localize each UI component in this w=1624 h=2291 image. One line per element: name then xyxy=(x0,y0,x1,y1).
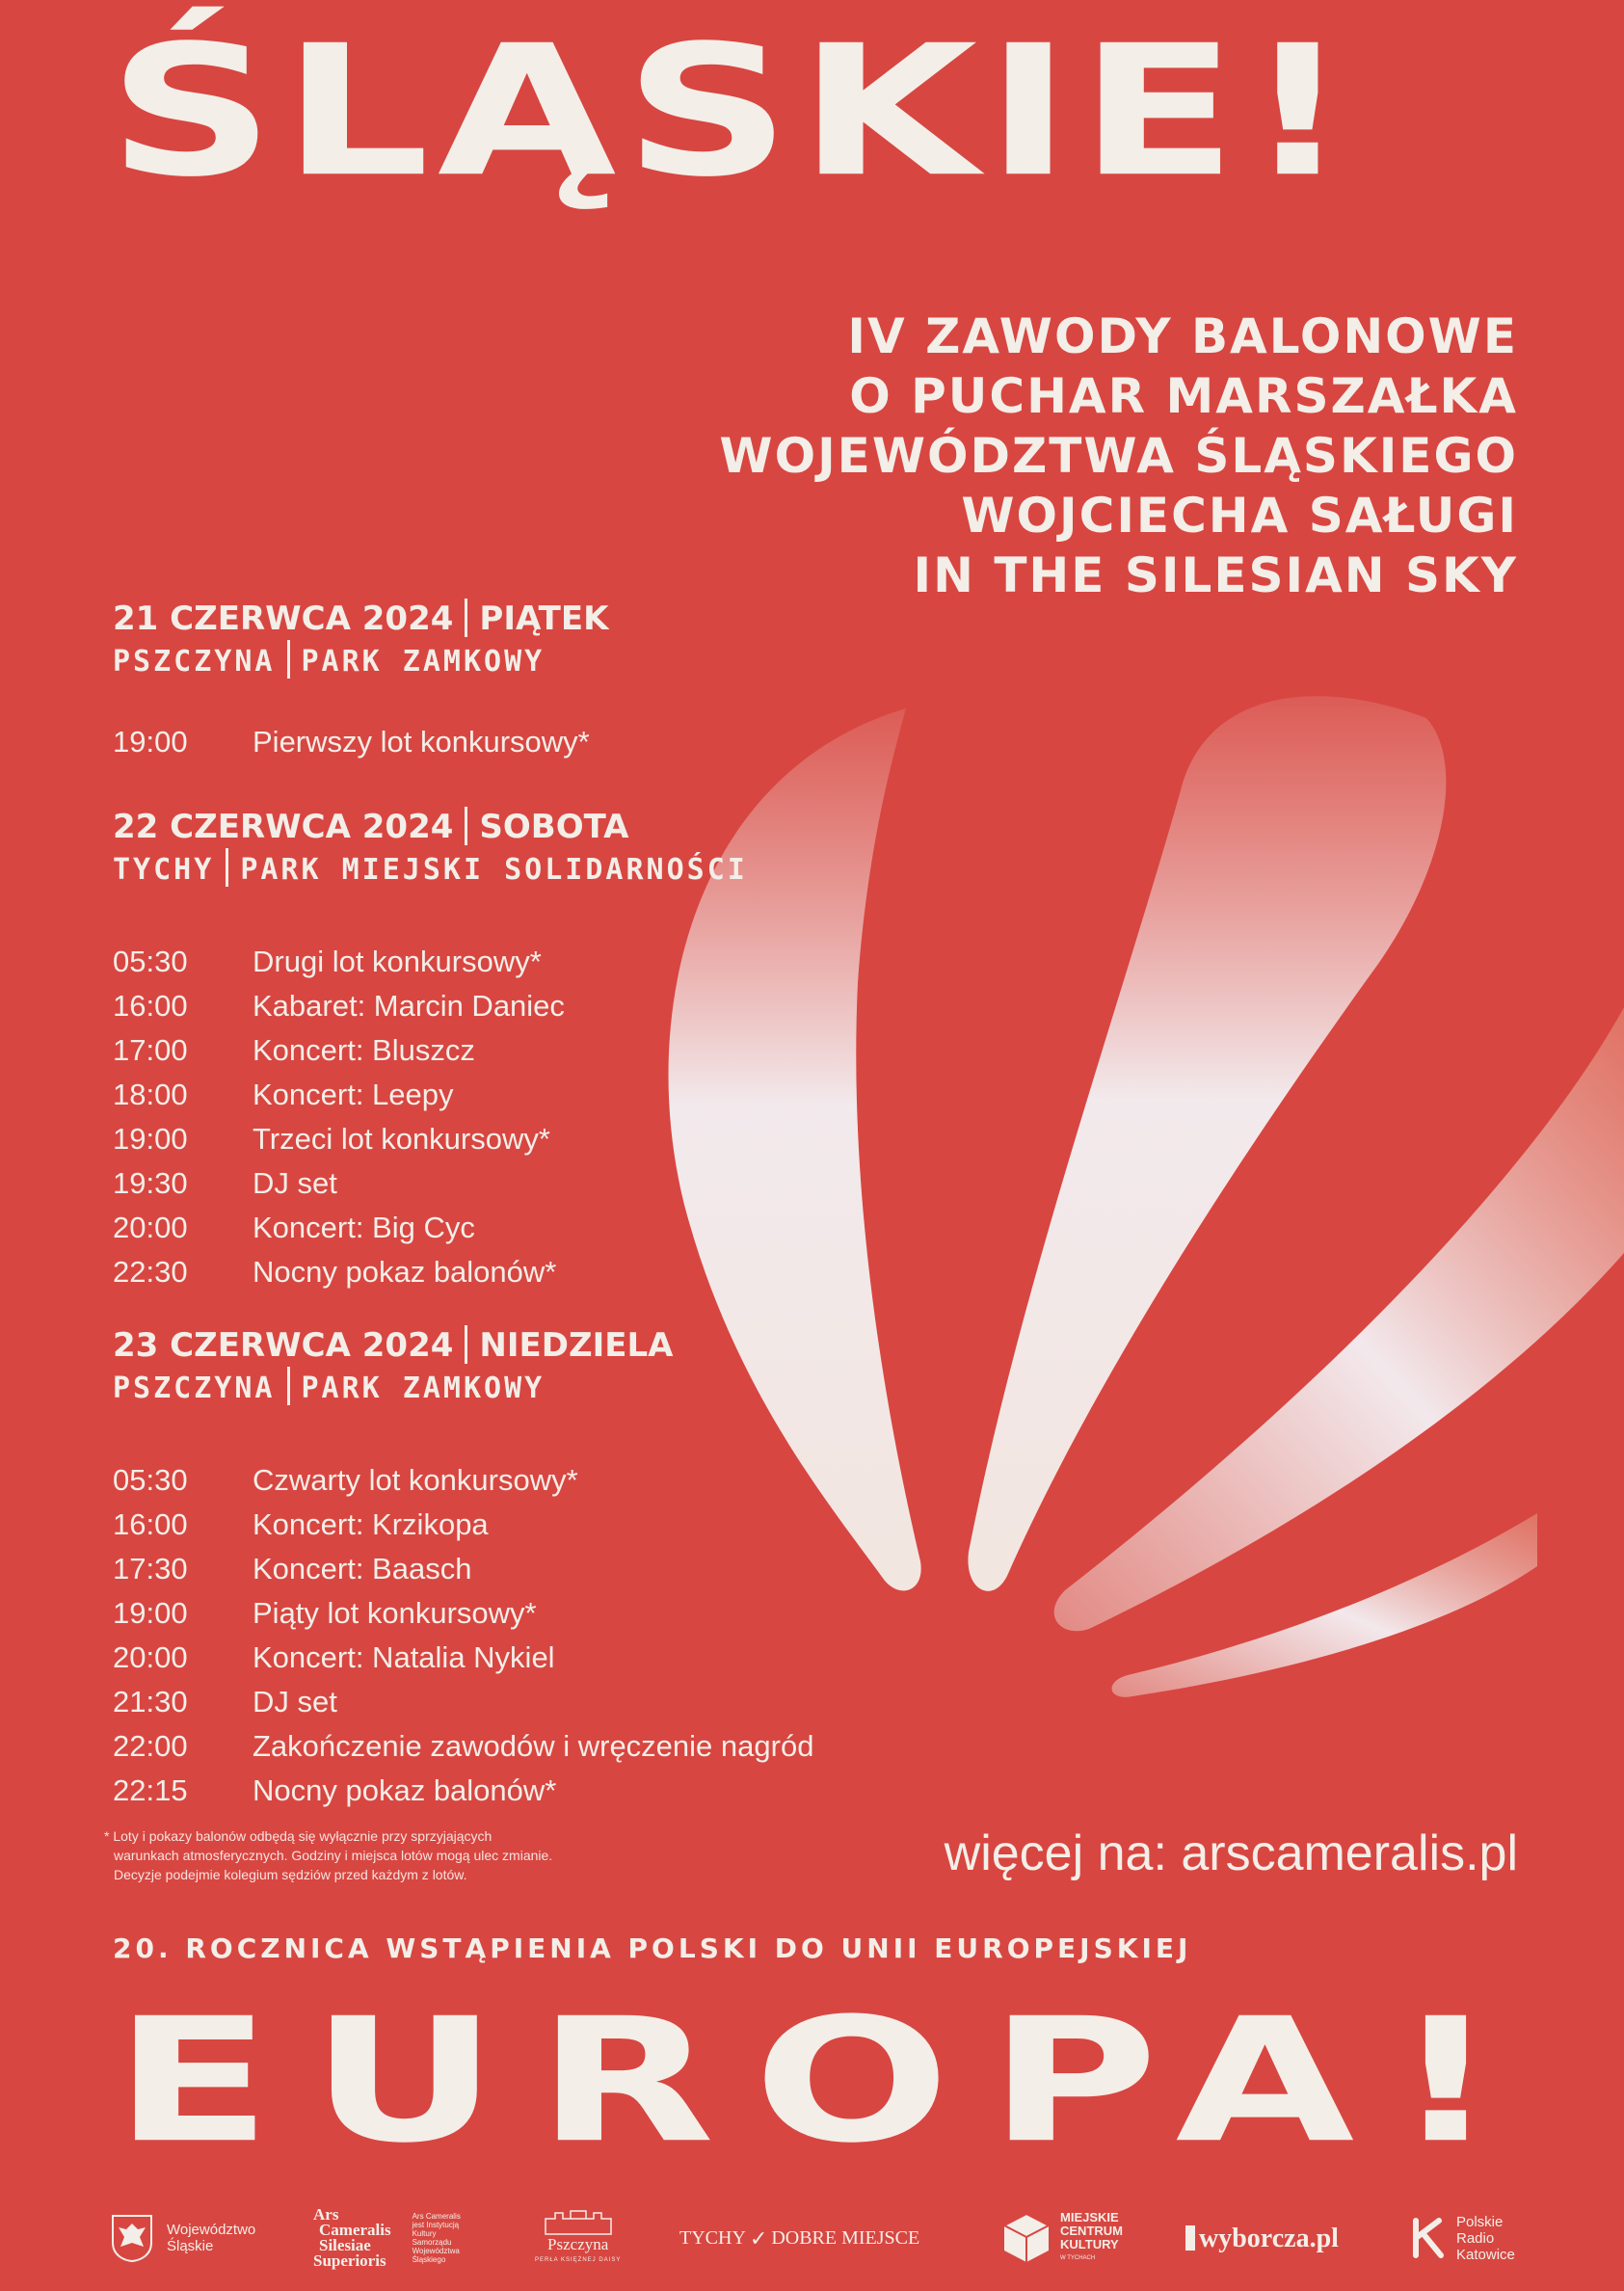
subtitle-line: O PUCHAR MARSZAŁKA xyxy=(849,368,1518,424)
item-time: 22:00 xyxy=(113,1729,188,1763)
schedule-item xyxy=(113,1458,813,1503)
anniversary-banner: 20. ROCZNICA WSTĄPIENIA POLSKI DO UNII EUROPEJSKIEJ xyxy=(113,1932,1192,1964)
day-header xyxy=(113,1324,813,1367)
logo-text: KULTURY xyxy=(1060,2237,1119,2251)
schedule-item xyxy=(113,1724,813,1769)
item-time: 20:00 xyxy=(113,1640,188,1674)
logo-wojewodztwo xyxy=(111,2199,255,2277)
item-event: Nocny pokaz balonów* xyxy=(253,1255,557,1289)
schedule-item xyxy=(113,1769,813,1813)
day-header xyxy=(113,598,608,640)
day-2-schedule xyxy=(113,806,748,1294)
logo-mck xyxy=(1002,2199,1123,2277)
logo-text: TYCHY xyxy=(679,2226,746,2249)
logo-pszczyna xyxy=(535,2199,621,2277)
sponsor-logos xyxy=(111,2199,1528,2277)
day-place: PARK ZAMKOWY xyxy=(301,645,546,679)
logo-text: Województwo xyxy=(167,2222,256,2238)
day-3-schedule xyxy=(113,1324,813,1813)
item-time: 18:00 xyxy=(113,1078,188,1111)
schedule-item xyxy=(113,1680,813,1724)
item-event: Piąty lot konkursowy* xyxy=(253,1596,537,1630)
check-icon: ✓ xyxy=(749,2225,768,2251)
logo-text: jest Instytucją xyxy=(412,2221,460,2229)
footnote-line: Decyzje podejmie kolegium sędziów przed każdym z lotów. xyxy=(114,1867,467,1882)
day-date: 23 CZERWCA 2024 xyxy=(113,1326,454,1365)
divider xyxy=(465,1325,467,1364)
day-location xyxy=(113,848,748,892)
schedule-item xyxy=(113,1028,748,1073)
day-weekday: PIĄTEK xyxy=(479,599,609,638)
footnote-line: warunkach atmosferycznych. Godziny i miejsca lotów mogą ulec zmianie. xyxy=(114,1848,553,1863)
logo-polskie-radio xyxy=(1412,2199,1515,2277)
logo-text: DOBRE MIEJSCE xyxy=(771,2226,920,2249)
item-time: 19:00 xyxy=(113,1122,188,1156)
item-time: 21:30 xyxy=(113,1685,188,1718)
divider xyxy=(287,1367,290,1405)
schedule-item xyxy=(113,1161,748,1206)
day-city: PSZCZYNA xyxy=(113,1372,276,1405)
item-event: DJ set xyxy=(253,1166,337,1200)
item-time: 16:00 xyxy=(113,1507,188,1541)
logo-text: Pszczyna xyxy=(547,2235,609,2253)
schedule-item xyxy=(113,1117,748,1161)
event-subtitle xyxy=(719,306,1518,605)
logo-text: PERŁA KSIĘŻNEJ DAISY xyxy=(535,2257,622,2263)
day-header xyxy=(113,806,748,848)
item-event: Czwarty lot konkursowy* xyxy=(253,1463,578,1497)
subtitle-line: IN THE SILESIAN SKY xyxy=(913,547,1518,603)
eagle-crest-icon xyxy=(111,2214,153,2262)
item-event: Nocny pokaz balonów* xyxy=(253,1773,557,1807)
logo-text: Cameralis xyxy=(319,2221,391,2239)
divider xyxy=(465,599,467,637)
schedule-item xyxy=(113,1547,813,1591)
item-event: Koncert: Krzikopa xyxy=(253,1507,489,1541)
divider xyxy=(226,848,228,887)
cube-icon xyxy=(1002,2212,1051,2264)
subtitle-line: WOJEWÓDZTWA ŚLĄSKIEGO xyxy=(719,428,1518,484)
logo-text: Katowice xyxy=(1456,2246,1515,2263)
logo-text: Śląskiego xyxy=(412,2255,446,2264)
day-weekday: SOBOTA xyxy=(479,808,629,846)
logo-text: wyborcza.pl xyxy=(1199,2223,1339,2253)
logo-text: CENTRUM xyxy=(1060,2224,1123,2238)
website-link[interactable]: więcej na: arscameralis.pl xyxy=(944,1825,1518,1881)
logo-tychy xyxy=(679,2199,919,2277)
footnote-line: * Loty i pokazy balonów odbędą się wyłącznie przy sprzyjających xyxy=(104,1828,493,1844)
hero-bottom-title: EUROPA! xyxy=(114,1981,1537,2181)
item-time: 16:00 xyxy=(113,989,188,1023)
logo-text: Województwa xyxy=(412,2247,460,2255)
item-time: 05:30 xyxy=(113,945,188,978)
schedule-item xyxy=(113,940,748,984)
logo-text: Ars Cameralis xyxy=(412,2212,461,2221)
day-1-schedule xyxy=(113,598,608,764)
logo-text: W TYCHACH xyxy=(1060,2255,1096,2261)
item-event: Koncert: Big Cyc xyxy=(253,1211,475,1244)
radio-k-icon xyxy=(1412,2217,1445,2259)
logo-text: Śląskie xyxy=(167,2238,214,2254)
schedule-item xyxy=(113,984,748,1028)
day-date: 22 CZERWCA 2024 xyxy=(113,808,454,846)
logo-text: Ars xyxy=(313,2205,339,2224)
item-time: 20:00 xyxy=(113,1211,188,1244)
logo-wyborcza xyxy=(1185,2199,1339,2277)
item-event: Koncert: Baasch xyxy=(253,1552,472,1585)
schedule-item xyxy=(113,1591,813,1636)
logo-text: MIEJSKIE xyxy=(1060,2210,1119,2224)
divider xyxy=(287,640,290,679)
hero-title: ŚLĄSKIE! xyxy=(108,6,1359,217)
schedule-item xyxy=(113,1073,748,1117)
subtitle-line: IV ZAWODY BALONOWE xyxy=(847,308,1518,364)
schedule-item xyxy=(113,1250,748,1294)
day-city: TYCHY xyxy=(113,853,215,887)
item-event: Zakończenie zawodów i wręczenie nagród xyxy=(253,1729,814,1763)
item-event: Koncert: Natalia Nykiel xyxy=(253,1640,555,1674)
logo-text: Polskie xyxy=(1456,2213,1504,2230)
castle-icon xyxy=(542,2207,615,2236)
divider xyxy=(465,807,467,845)
item-time: 19:00 xyxy=(113,1596,188,1630)
item-event: Drugi lot konkursowy* xyxy=(253,945,542,978)
logo-text: Samorządu xyxy=(412,2238,452,2247)
item-event: Koncert: Bluszcz xyxy=(253,1033,475,1067)
item-time: 19:30 xyxy=(113,1166,188,1200)
logo-text: Superioris xyxy=(313,2251,386,2270)
day-location xyxy=(113,640,608,683)
logo-text: Silesiae xyxy=(319,2236,371,2254)
item-time: 22:30 xyxy=(113,1255,188,1289)
logo-ars-cameralis xyxy=(313,2199,461,2277)
day-place: PARK MIEJSKI SOLIDARNOŚCI xyxy=(240,853,748,887)
day-location xyxy=(113,1367,813,1410)
day-city: PSZCZYNA xyxy=(113,645,276,679)
day-place: PARK ZAMKOWY xyxy=(301,1372,546,1405)
wyborcza-mark-icon xyxy=(1185,2225,1195,2251)
schedule-item xyxy=(113,720,608,764)
day-date: 21 CZERWCA 2024 xyxy=(113,599,454,638)
item-event: Trzeci lot konkursowy* xyxy=(253,1122,550,1156)
schedule-item xyxy=(113,1503,813,1547)
schedule-item xyxy=(113,1206,748,1250)
item-event: Kabaret: Marcin Daniec xyxy=(253,989,565,1023)
schedule-item xyxy=(113,1636,813,1680)
item-time: 05:30 xyxy=(113,1463,188,1497)
item-time: 17:00 xyxy=(113,1033,188,1067)
item-event: Koncert: Leepy xyxy=(253,1078,454,1111)
item-time: 17:30 xyxy=(113,1552,188,1585)
logo-text: Radio xyxy=(1456,2229,1495,2247)
footnote xyxy=(104,1826,567,1884)
item-time: 22:15 xyxy=(113,1773,188,1807)
item-event: Pierwszy lot konkursowy* xyxy=(253,725,590,759)
item-event: DJ set xyxy=(253,1685,337,1718)
logo-text: Kultury xyxy=(412,2229,437,2238)
day-weekday: NIEDZIELA xyxy=(479,1326,674,1365)
subtitle-line: WOJCIECHA SAŁUGI xyxy=(961,488,1518,544)
item-time: 19:00 xyxy=(113,725,188,759)
